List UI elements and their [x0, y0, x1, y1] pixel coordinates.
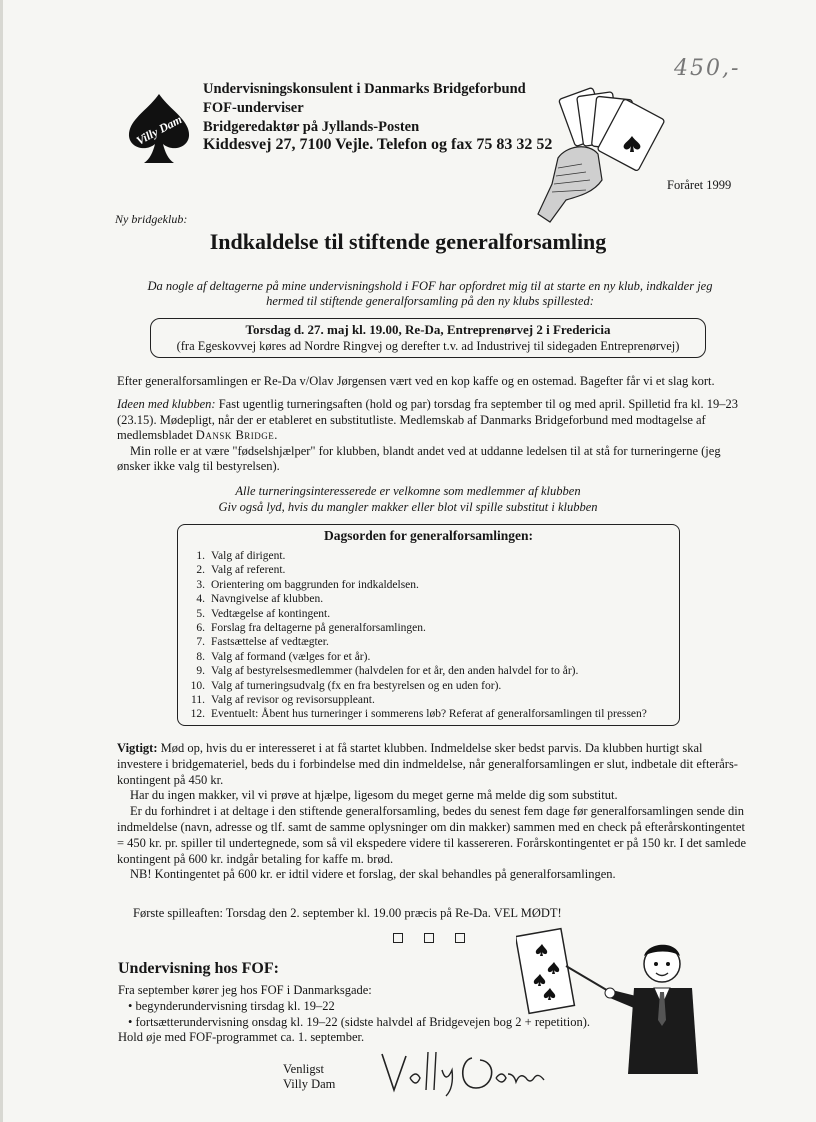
teaching-outro: Hold øje med FOF-programmet ca. 1. september. [118, 1030, 365, 1045]
agenda-item: 6. Forslag fra deltagerne på generalforsamlingen. [196, 622, 426, 635]
teaching-block [118, 983, 590, 1046]
spade-logo-icon [126, 92, 192, 166]
agenda-item: 10. Valg af turneringsudvalg (fx en fra bestyrelsen og en uden for). [190, 679, 502, 692]
agenda-item: 9. Valg af bestyrelsesmedlemmer (halvdelen for et år, den anden halvdel for to år). [196, 665, 579, 678]
date-text: Foråret 1999 [667, 178, 732, 192]
header-line-4: Kiddesvej 27, 7100 Vejle. Telefon og fax 75 83 32 52 [203, 136, 553, 153]
agenda-box [177, 524, 680, 726]
agenda-item: 11. Valg af revisor og revisorsuppleant. [191, 694, 375, 707]
hand-with-cards-icon [536, 84, 668, 224]
intro-line-1: Da nogle af deltagerne på mine undervisningshold i FOF har opfordret mig til at starte en ny klub, indkalder jeg [147, 279, 713, 293]
header-line-2: FOF-underviser [203, 100, 304, 116]
idea-text: Fast ugentlig turneringsaften (hold og par) torsdag fra september til og med april. Spilletid fra kl. 19–23 (23.15). Mødepligt, når der er etableret en substitutliste. Medlemskab af Danmarks Bridgeforbund med modtagelse af medlemsbladet [117, 397, 739, 442]
agenda-item: 2. Valg af referent. [196, 564, 286, 577]
agenda-list [178, 549, 647, 722]
teaching-bullet-2: • fortsætterundervisning onsdag kl. 19–22 (sidste halvdel af Bridgevejen bog 2 + repetition). [128, 1014, 591, 1029]
agenda-item: 1. Valg af dirigent. [196, 550, 286, 562]
important-text: Mød op, hvis du er interesseret i at få startet klubben. Indmeldelse sker bedst parvis. Da klubben hurtigt skal investere i bridgemateriel, beds du i forbindelse med din indmeldelse, når generalforsamlingen er slut, indbetale dit efterårs-kontingent på 450 kr. [117, 741, 738, 787]
important-block [117, 741, 749, 883]
agenda-item: 12. Eventuelt: Åbent hus turneringer i sommerens løb? Referat af generalforsamlingen til pressen? [190, 708, 647, 721]
venue-box [150, 318, 706, 358]
header-line-1: Undervisningskonsulent i Danmarks Bridgeforbund [203, 81, 526, 97]
important-p3: Er du forhindret i at deltage i den stiftende generalforsamling, bedes du senest fem dage før generalforsamlingen sende din indmeldelse (navn, adresse og tlf. samt de samme oplysninger om din makker) sammen med en check på efterårskontingentet = 450 kr. pr. spiller til undertegnede, som så vil ekspedere videre til kassereren. Forårskontingentet er på 150 kr. I det samlede kontingent på 600 kr. indgår betaling for kaffe m. brød. [117, 804, 747, 866]
kicker-text: Ny bridgeklub: [115, 212, 188, 226]
teaching-bullet-1: • begynderundervisning tirsdag kl. 19–22 [128, 998, 335, 1013]
closing-greeting: Venligst [283, 1062, 324, 1076]
agenda-item: 4. Navngivelse af klubben. [196, 593, 324, 606]
page-edge [0, 0, 3, 1122]
intro-text [100, 279, 760, 309]
welcome-line-1: Alle turneringsinteresserede er velkomne som medlemmer af klubben [235, 484, 581, 498]
agenda-item: 8. Valg af formand (vælges for et år). [196, 650, 371, 663]
first-evening-text: Første spilleaften: Torsdag den 2. september kl. 19.00 præcis på Re-Da. VEL MØDT! [133, 906, 562, 920]
closing-block [283, 1062, 335, 1092]
page-title: Indkaldelse til stiftende generalforsamling [209, 229, 607, 254]
teaching-intro: Fra september kører jeg hos FOF i Danmarksgade: [118, 983, 372, 997]
handwritten-price-note: 450,- [674, 56, 741, 81]
agenda-item: 3. Orientering om baggrunden for indkaldelsen. [196, 578, 419, 591]
welcome-text [0, 483, 816, 515]
divider-squares [393, 930, 486, 948]
venue-line-1: Torsdag d. 27. maj kl. 19.00, Re-Da, Entreprenørvej 2 i Fredericia [245, 322, 611, 337]
important-p2: Har du ingen makker, vil vi prøve at hjælpe, ligesom du meget gerne må melde dig som substitut. [130, 788, 618, 803]
handwritten-signature-icon [376, 1048, 556, 1100]
important-label: Vigtigt: [117, 741, 158, 755]
welcome-line-2: Giv også lyd, hvis du mangler makker eller blot vil spille substitut i klubben [218, 500, 598, 514]
intro-line-2: hermed til stiftende generalforsamling på den ny klubs spillested: [266, 294, 594, 308]
header-line-3: Bridgeredaktør på Jyllands-Posten [203, 119, 420, 135]
important-p4: NB! Kontingentet på 600 kr. er idtil videre et forslag, der skal behandles på generalforsamlingen. [130, 867, 616, 882]
agenda-title: Dagsorden for generalforsamlingen: [324, 528, 533, 543]
closing-name: Villy Dam [283, 1077, 336, 1091]
idea-end: . [274, 428, 278, 442]
teaching-heading: Undervisning hos FOF: [118, 960, 279, 977]
svg-text:Villy Dam: Villy Dam [133, 112, 185, 148]
agenda-item: 5. Vedtægelse af kontingent. [196, 607, 331, 620]
after-meeting-text: Efter generalforsamlingen er Re-Da v/Olav Jørgensen vært ved en kop kaffe og en ostemad. Bagefter får vi et slag kort. [117, 374, 715, 388]
agenda-item: 7. Fastsættelse af vedtægter. [196, 636, 329, 649]
venue-line-2: (fra Egeskovvej køres ad Nordre Ringvej og derefter t.v. ad Industrivej til sidegaden Entreprenørvej) [176, 339, 680, 353]
club-idea-block [117, 397, 757, 475]
idea-label: Ideen med klubben: [117, 397, 216, 411]
role-text: Min rolle er at være "fødselshjælper" for klubben, blandt andet ved at uddanne ledelsen til at stå for turneringerne (jeg ønsker ikke valg til bestyrelsen). [117, 443, 721, 473]
magazine-name: Dansk Bridge [195, 428, 275, 442]
